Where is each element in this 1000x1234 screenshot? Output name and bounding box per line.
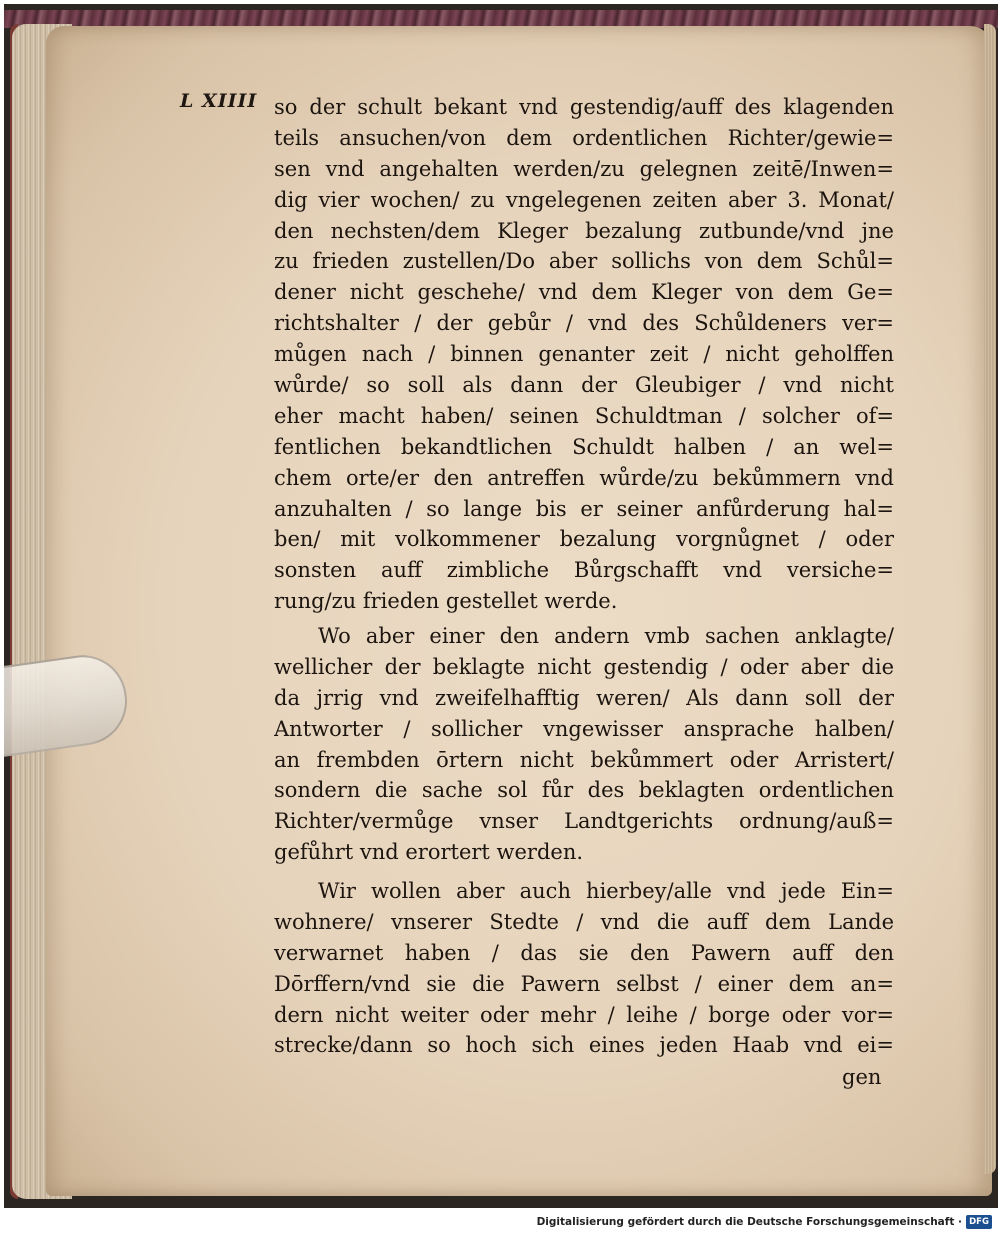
text-line: Antworter / sollicher vngewisser ansprache halben/: [274, 716, 894, 741]
text-line: Wo aber einer den andern vmb sachen anklagte/: [318, 624, 894, 648]
text-line: dig vier wochen/ zu vngelegenen zeiten aber 3. Monat/: [274, 187, 894, 212]
text-line: gefůhrt vnd erortert werden.: [274, 840, 584, 865]
text-line: anzuhalten / so lange bis er seiner anfůrderung hal=: [274, 496, 894, 521]
text-line: an frembden ōrtern nicht bekůmmert oder Arristert/: [274, 747, 894, 772]
text-line: so der schult bekant vnd gestendig/auff des klagenden: [274, 95, 894, 119]
text-line: eher macht haben/ seinen Schuldtman / solcher of=: [274, 403, 894, 428]
text-line: sondern die sache sol fůr des beklagten ordentlichen: [274, 778, 894, 803]
paragraph-3: [274, 876, 894, 1061]
text-line: den nechsten/dem Kleger bezalung zutbunde/vnd jne: [274, 218, 894, 243]
text-line: da jrrig vnd zweifelhafftig weren/ Als dann soll der: [274, 685, 894, 710]
text-line: teils ansuchen/von dem ordentlichen Richter/gewie=: [274, 125, 894, 150]
text-line: Wir wollen aber auch hierbey/alle vnd jede Ein=: [318, 879, 894, 903]
text-line: můgen nach / binnen genanter zeit / nicht geholffen: [274, 342, 894, 367]
text-line: rung/zu frieden gestellet werde.: [274, 589, 618, 614]
page-right-edge: [984, 24, 996, 1174]
text-line: wůrde/ so soll als dann der Gleubiger / vnd nicht: [274, 373, 894, 398]
text-line: dener nicht geschehe/ vnd dem Kleger von dem Ge=: [274, 280, 894, 305]
dfg-logo: DFG: [966, 1215, 992, 1229]
text-line: fentlichen bekandtlichen Schuldt halben / an wel=: [274, 434, 894, 459]
text-line: Richter/vermůge vnser Landtgerichts ordnung/auß=: [274, 809, 894, 834]
text-line: ben/ mit volkommener bezalung vorgnůgnet / oder: [274, 527, 894, 552]
text-line: Dōrffern/vnd sie die Pawern selbst / einer dem an=: [274, 971, 894, 996]
text-line: strecke/dann so hoch sich eines jeden Haab vnd ei=: [274, 1033, 894, 1058]
catchword: gen: [842, 1065, 882, 1089]
paragraph-1: [274, 92, 894, 617]
text-line: sonsten auff zimbliche Bůrgschafft vnd versiche=: [274, 558, 894, 583]
funding-credit: Digitalisierung gefördert durch die Deutsche Forschungsgemeinschaft ·: [536, 1216, 962, 1228]
paragraph-2: [274, 621, 894, 868]
folio-number: L XIIII: [180, 90, 258, 112]
text-line: dern nicht weiter oder mehr / leihe / borge oder vor=: [274, 1002, 894, 1027]
text-line: sen vnd angehalten werden/zu gelegnen zeitē/Inwen=: [274, 156, 894, 181]
text-line: verwarnet haben / das sie den Pawern auff den: [274, 940, 894, 965]
text-line: zu frieden zustellen/Do aber sollichs von dem Schůl=: [274, 249, 894, 274]
footer-bar: [0, 1212, 1000, 1234]
text-line: wellicher der beklagte nicht gestendig / oder aber die: [274, 654, 894, 679]
text-line: chem orte/er den antreffen wůrde/zu bekůmmern vnd: [274, 465, 894, 490]
text-line: wohnere/ vnserer Stedte / vnd die auff dem Lande: [274, 909, 894, 934]
page-scan: [4, 4, 998, 1208]
text-line: richtshalter / der gebůr / vnd des Schůldeners ver=: [274, 311, 894, 336]
